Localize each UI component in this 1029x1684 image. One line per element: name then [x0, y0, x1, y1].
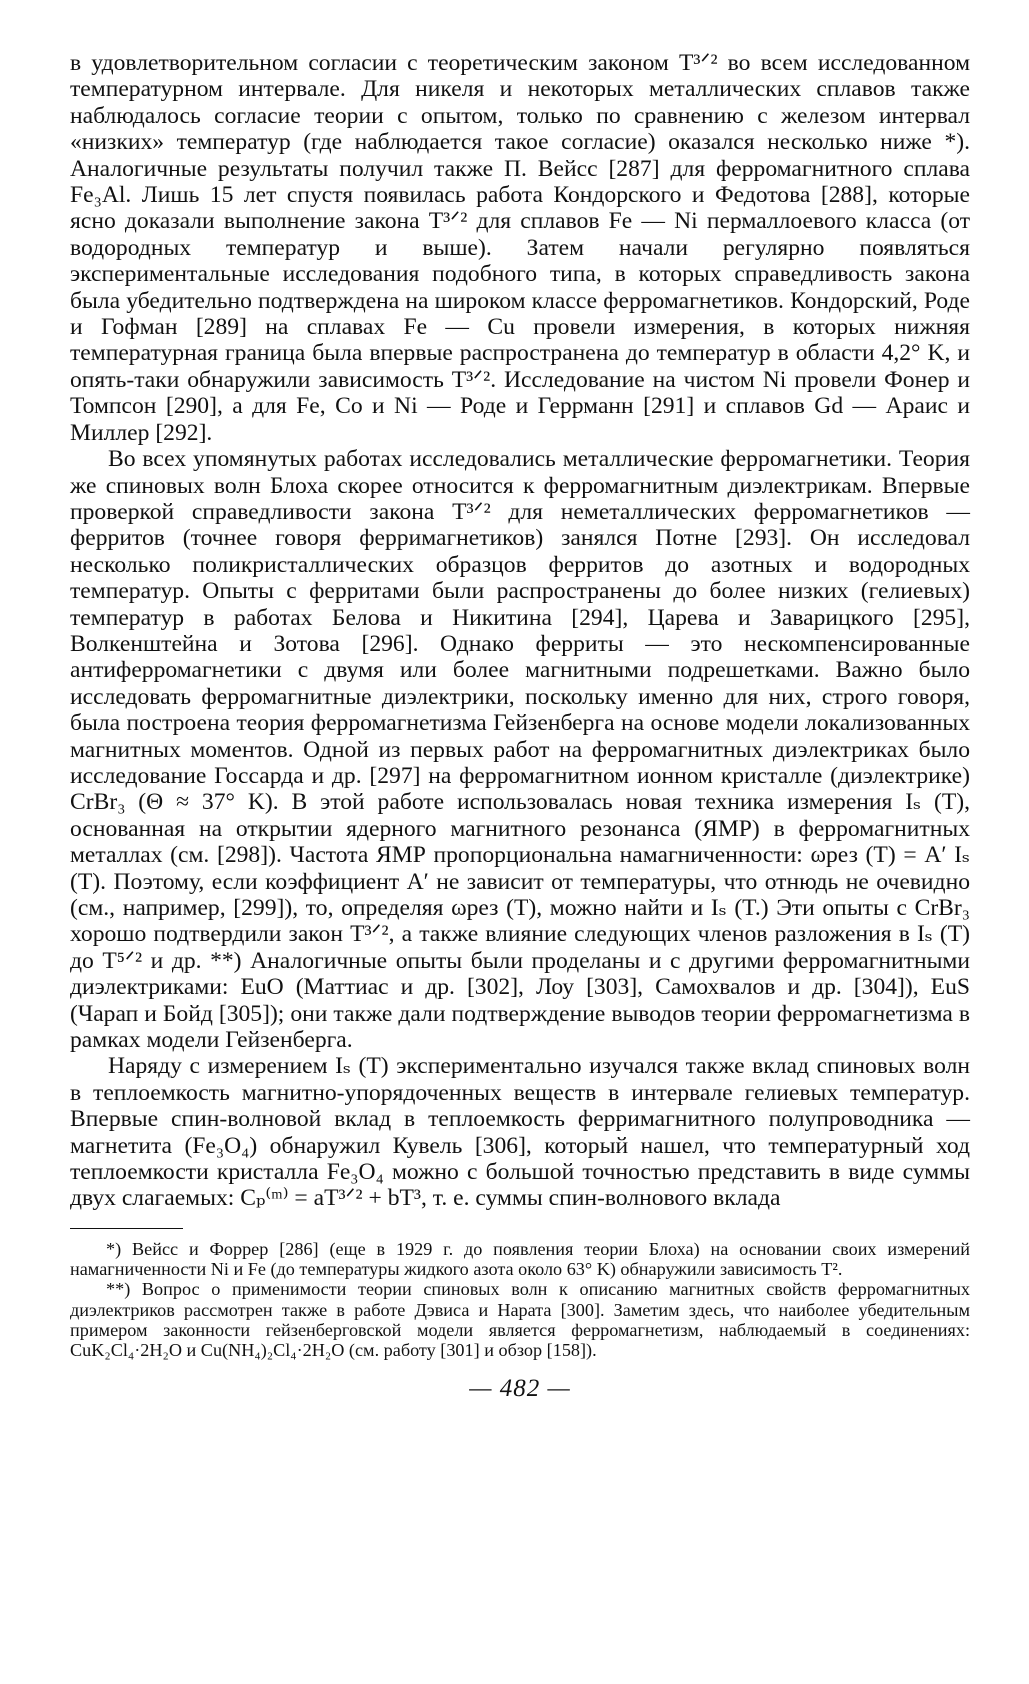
- book-page: [70, 50, 970, 1403]
- paragraph-3: Наряду с измерением Iₛ (T) экспериментально изучался также вклад спиновых волн в теплоемкость магнитно-упорядоченных веществ в интервале гелиевых температур. Впервые спин-волновой вклад в теплоемкость ферримагнитного полупроводника — магнетита (Fe₃O₄) обнаружил Кувель [306], который нашел, что температурный ход теплоемкости кристалла Fe₃O₄ можно с большой точностью представить в виде суммы двух слагаемых: Cₚ⁽ᵐ⁾ = aT³ᐟ² + bT³, т. е. суммы спин-волнового вклада: [70, 1053, 970, 1212]
- paragraph-2: Во всех упомянутых работах исследовались металлические ферромагнетики. Теория же спиновых волн Блоха скорее относится к ферромагнитным диэлектрикам. Впервые проверкой справедливости закона T³ᐟ² для неметаллических ферромагнетиков — ферритов (точнее говоря ферримагнетиков) занялся Потне [293]. Он исследовал несколько поликристаллических образцов ферритов до азотных и водородных температур. Опыты с ферритами были распространены до более низких (гелиевых) температур в работах Белова и Никитина [294], Царева и Заварицкого [295], Волкенштейна и Зотова [296]. Однако ферриты — это нескомпенсированные антиферромагнетики с двумя или более магнитными подрешетками. Важно было исследовать ферромагнитные диэлектрики, поскольку именно для них, строго говоря, была построена теория ферромагнетизма Гейзенберга на основе модели локализованных магнитных моментов. Одной из первых работ на ферромагнитных диэлектриках было исследование Госсарда и др. [297] на ферромагнитном ионном кристалле (диэлектрике) CrBr₃ (Θ ≈ 37° K). В этой работе использовалась новая техника измерения Iₛ (T), основанная на открытии ядерного магнитного резонанса (ЯМР) в ферромагнитных металлах (см. [298]). Частота ЯМР пропорциональна намагниченности: ωрез (T) = A′ Iₛ (T). Поэтому, если коэффициент A′ не зависит от температуры, что отнюдь не очевидно (см., например, [299]), то, определяя ωрез (T), можно найти и Iₛ (T.) Эти опыты с CrBr₃ хорошо подтвердили закон T³ᐟ², а также влияние следующих членов разложения в Iₛ (T) до T⁵ᐟ² и др. **) Аналогичные опыты были проделаны и с другими ферромагнитными диэлектриками: EuO (Маттиас и др. [302], Лоу [303], Самохвалов и др. [304]), EuS (Чарап и Бойд [305]); они также дали подтверждение выводов теории ферромагнетизма в рамках модели Гейзенберга.: [70, 446, 970, 1054]
- footnote-1: *) Вейсс и Форрер [286] (еще в 1929 г. до появления теории Блоха) на основании своих измерений намагниченности Ni и Fe (до температуры жидкого азота около 63° K) обнаружили зависимость T².: [70, 1238, 970, 1280]
- paragraph-1: в удовлетворительном согласии с теоретическим законом T³ᐟ² во всем исследованном температурном интервале. Для никеля и некоторых металлических сплавов также наблюдалось согласие теории с опытом, только по сравнению с железом интервал «низких» температур (где наблюдается такое согласие) оказался несколько ниже *). Аналогичные результаты получил также П. Вейсс [287] для ферромагнитного сплава Fe₃Al. Лишь 15 лет спустя появилась работа Кондорского и Федотова [288], которые ясно доказали выполнение закона T³ᐟ² для сплавов Fe — Ni пермаллоевого класса (от водородных температур и выше). Затем начали регулярно появляться экспериментальные исследования подобного типа, в которых справедливость закона была убедительно подтверждена на широком классе ферромагнетиков. Кондорский, Роде и Гофман [289] на сплавах Fe — Cu провели измерения, в которых нижняя температурная граница была впервые распространена до температур в области 4,2° K, и опять-таки обнаружили зависимость T³ᐟ². Исследование на чистом Ni провели Фонер и Томпсон [290], а для Fe, Co и Ni — Роде и Геррманн [291] и сплавов Gd — Араис и Миллер [292].: [70, 50, 970, 446]
- footnote-2: **) Вопрос о применимости теории спиновых волн к описанию магнитных свойств ферромагнитных диэлектриков рассмотрен также в работе Дэвиса и Нарата [300]. Заметим здесь, что наиболее убедительным примером законности гейзенберговской модели является ферромагнетизм, наблюдаемый в соединениях: CuK₂Cl₄·2H₂O и Cu(NH₄)₂Cl₄·2H₂O (см. работу [301] и обзор [158]).: [70, 1279, 970, 1361]
- footnote-separator: [70, 1228, 183, 1229]
- page-number: — 482 —: [469, 1374, 571, 1402]
